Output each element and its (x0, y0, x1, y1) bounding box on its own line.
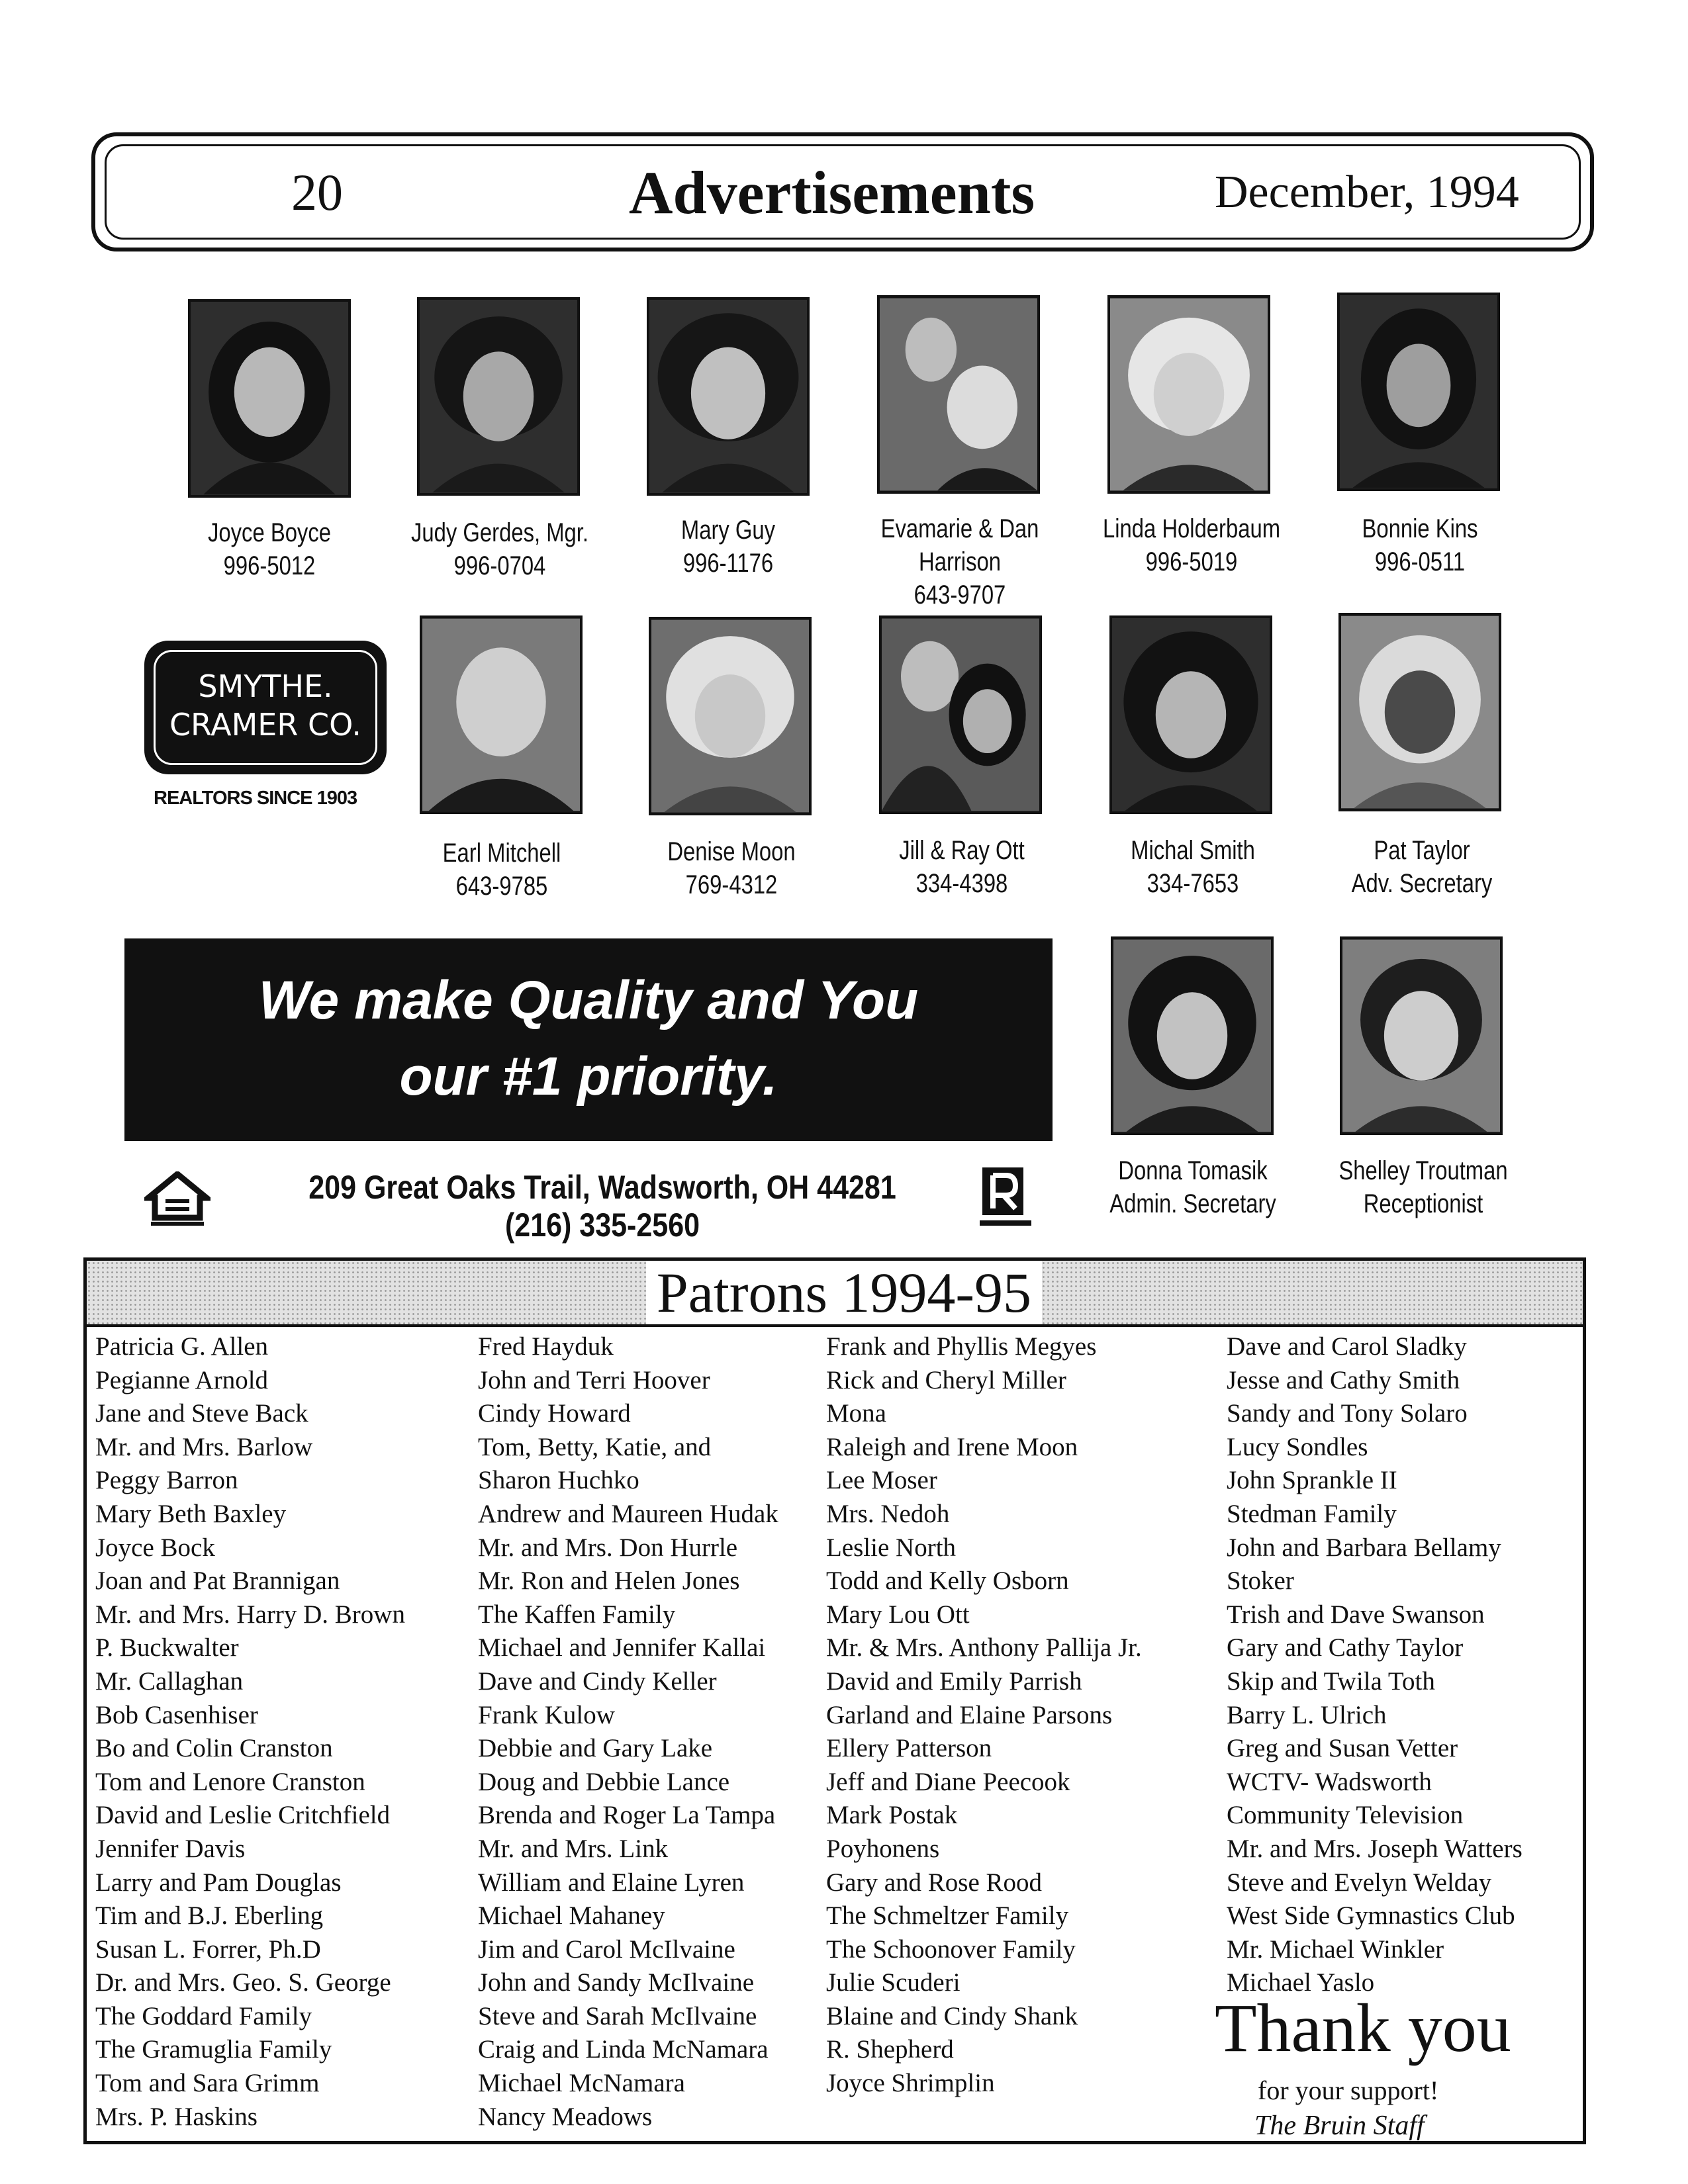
issue-date: December, 1994 (1215, 167, 1519, 218)
patron-name: Mr. Callaghan (95, 1666, 244, 1696)
agent-name: Judy Gerdes, Mgr. (411, 518, 588, 547)
patrons-column-2 (478, 1330, 778, 2134)
patron-name: David and Emily Parrish (826, 1666, 1082, 1696)
agent-caption (1078, 512, 1305, 578)
patron-name: Craig and Linda McNamara (478, 2035, 769, 2064)
patron-name: Leslie North (826, 1533, 957, 1562)
patron-name: Michael McNamara (478, 2069, 685, 2098)
patron-name: Mark Postak (826, 1801, 958, 1830)
patron-name: Dr. and Mrs. Geo. S. George (95, 1968, 391, 1997)
agent-phone: 996-5012 (223, 551, 316, 580)
patron-name: Bo and Colin Cranston (95, 1734, 333, 1763)
thank-you-signature: The Bruin Staff (1254, 2111, 1425, 2141)
patron-name: The Kaffen Family (478, 1600, 676, 1629)
agent-name: Jill & Ray Ott (899, 836, 1025, 865)
agent-photo (877, 295, 1040, 494)
thank-you-heading: Thank you (1215, 1990, 1511, 2066)
page-number: 20 (291, 163, 343, 221)
patron-name: Michael Mahaney (478, 1901, 665, 1931)
patron-name: Dave and Carol Sladky (1227, 1332, 1467, 1361)
patron-name: Stedman Family (1227, 1499, 1397, 1528)
patron-name: Susan L. Forrer, Ph.D (95, 1934, 321, 1964)
patron-name: Brenda and Roger La Tampa (478, 1801, 776, 1830)
slogan-line-1: We make Quality and You (258, 970, 919, 1030)
thank-you-subtext: for your support! (1258, 2075, 1439, 2105)
patrons-title-text: Patrons 1994-95 (646, 1261, 1042, 1324)
patron-name: Patricia G. Allen (95, 1332, 269, 1361)
agent-phone: 996-0704 (453, 551, 546, 580)
company-address: 209 Great Oaks Trail, Wadsworth, OH 44281 (308, 1169, 896, 1206)
agent-caption (1306, 512, 1534, 578)
patron-name: Jeff and Diane Peecook (826, 1767, 1070, 1796)
patron-name: Joan and Pat Brannigan (95, 1567, 340, 1596)
patrons-column-3 (826, 1330, 1142, 2101)
agent-name: Evamarie & Dan Harrison (880, 514, 1039, 576)
patron-name: Ellery Patterson (826, 1734, 992, 1763)
agent-photo (1340, 936, 1503, 1135)
patron-name: Dave and Cindy Keller (478, 1666, 717, 1696)
patron-name: Blaine and Cindy Shank (826, 2001, 1078, 2030)
agent-caption (618, 835, 845, 901)
agent-name: Shelley Troutman (1338, 1156, 1508, 1185)
patron-name: Mona (826, 1399, 886, 1428)
agent-caption (156, 516, 383, 582)
section-title: Advertisements (629, 159, 1035, 226)
patron-name: Tom and Sara Grimm (95, 2069, 320, 2098)
agent-name: Earl Mitchell (442, 839, 561, 868)
agent-phone: 769-4312 (685, 870, 778, 899)
patron-name: Jennifer Davis (95, 1834, 246, 1863)
patron-name: Michael and Jennifer Kallai (478, 1633, 766, 1662)
agent-phone: Receptionist (1363, 1189, 1483, 1218)
agent-caption (1079, 834, 1307, 900)
realtor-r-icon (980, 1165, 1033, 1231)
agent-caption (386, 516, 614, 582)
logo-tagline: REALTORS SINCE 1903 (154, 788, 357, 809)
agent-phone: 643-9707 (914, 580, 1006, 610)
patron-name: Mr. and Mrs. Harry D. Brown (95, 1600, 405, 1629)
patrons-title (0, 1256, 1688, 1329)
slogan-line-2: our #1 priority. (399, 1046, 778, 1107)
patrons-column-4 (1227, 1330, 1523, 2000)
patron-name: Jane and Steve Back (95, 1399, 308, 1428)
agent-name: Mary Guy (680, 516, 776, 545)
patron-name: Raleigh and Irene Moon (826, 1432, 1078, 1461)
patron-name: Mrs. Nedoh (826, 1499, 950, 1528)
patron-name: Trish and Dave Swanson (1227, 1600, 1485, 1629)
patron-name: R. Shepherd (826, 2035, 954, 2064)
agent-photo (1338, 613, 1501, 811)
agent-photo (1337, 293, 1500, 491)
patron-name: Frank Kulow (478, 1700, 615, 1729)
patron-name: John Sprankle II (1227, 1466, 1397, 1495)
patron-name: Jim and Carol McIlvaine (478, 1934, 735, 1964)
agent-caption (388, 837, 616, 903)
patron-name: Barry L. Ulrich (1227, 1700, 1387, 1729)
slogan-banner (124, 938, 1053, 1141)
patron-name: Rick and Cheryl Miller (826, 1365, 1066, 1394)
agent-phone: Admin. Secretary (1109, 1189, 1276, 1218)
patron-name: John and Terri Hoover (478, 1365, 710, 1394)
agent-name: Michal Smith (1131, 836, 1255, 865)
patron-name: Mr. and Mrs. Joseph Watters (1227, 1834, 1523, 1863)
patrons-column-1 (95, 1330, 405, 2134)
patron-name: Andrew and Maureen Hudak (478, 1499, 778, 1528)
patron-name: Mr. and Mrs. Don Hurrle (478, 1533, 738, 1562)
patron-name: Mr. & Mrs. Anthony Pallija Jr. (826, 1633, 1142, 1662)
agent-name: Denise Moon (667, 837, 796, 866)
patron-name: Frank and Phyllis Megyes (826, 1332, 1097, 1361)
patron-name: Fred Hayduk (478, 1332, 614, 1361)
patron-name: Julie Scuderi (826, 1968, 961, 1997)
agent-phone: 996-5019 (1145, 547, 1238, 576)
agent-photo (647, 297, 810, 496)
agent-caption (1308, 834, 1536, 900)
patron-name: The Goddard Family (95, 2001, 312, 2030)
agent-photo (1107, 295, 1270, 494)
patron-name: Nancy Meadows (478, 2102, 653, 2131)
patron-name: Joyce Shrimplin (826, 2069, 995, 2098)
agent-caption (614, 514, 842, 580)
agent-caption (1309, 1154, 1537, 1220)
patron-name: Gary and Cathy Taylor (1227, 1633, 1464, 1662)
agent-name: Bonnie Kins (1362, 514, 1478, 543)
agent-name: Donna Tomasik (1118, 1156, 1268, 1185)
company-phone: (216) 335-2560 (504, 1206, 700, 1244)
patron-name: West Side Gymnastics Club (1227, 1901, 1515, 1931)
agent-photo (879, 615, 1042, 814)
patron-name: Lee Moser (826, 1466, 937, 1495)
agent-phone: 334-4398 (915, 869, 1008, 898)
agent-phone: 643-9785 (455, 872, 548, 901)
patron-name: Poyhonens (826, 1834, 940, 1863)
patron-name: Community Television (1227, 1801, 1464, 1830)
agent-phone: 996-1176 (682, 549, 774, 578)
patron-name: Bob Casenhiser (95, 1700, 258, 1729)
patron-name: The Gramuglia Family (95, 2035, 332, 2064)
patron-name: Debbie and Gary Lake (478, 1734, 713, 1763)
agent-caption (846, 512, 1074, 612)
patron-name: Gary and Rose Rood (826, 1868, 1043, 1897)
patron-name: Mary Lou Ott (826, 1600, 970, 1629)
patron-name: Sandy and Tony Solaro (1227, 1399, 1468, 1428)
agent-name: Linda Holderbaum (1102, 514, 1281, 543)
agent-photo (417, 297, 580, 496)
patron-name: The Schmeltzer Family (826, 1901, 1069, 1931)
patron-name: Mr. and Mrs. Barlow (95, 1432, 313, 1461)
patron-name: Tom and Lenore Cranston (95, 1767, 365, 1796)
patron-name: Cindy Howard (478, 1399, 631, 1428)
agent-phone: 996-0511 (1374, 547, 1466, 576)
agent-name: Joyce Boyce (208, 518, 331, 547)
agent-photo (420, 615, 583, 814)
patron-name: David and Leslie Critchfield (95, 1801, 391, 1830)
patron-name: Sharon Huchko (478, 1466, 639, 1495)
patron-name: Greg and Susan Vetter (1227, 1734, 1458, 1763)
patron-name: Lucy Sondles (1227, 1432, 1368, 1461)
patron-name: Tom, Betty, Katie, and (478, 1432, 712, 1461)
patron-name: Mr. Ron and Helen Jones (478, 1567, 740, 1596)
patron-name: Mr. Michael Winkler (1227, 1934, 1444, 1964)
patron-name: Larry and Pam Douglas (95, 1868, 342, 1897)
patron-name: Pegianne Arnold (95, 1365, 269, 1394)
agent-photo (188, 299, 351, 498)
equal-housing-opportunity-icon (144, 1171, 211, 1228)
patron-name: Joyce Bock (95, 1533, 215, 1562)
patron-name: John and Barbara Bellamy (1227, 1533, 1501, 1562)
logo-line-1: SMYTHE. (198, 668, 333, 704)
patron-name: P. Buckwalter (95, 1633, 239, 1662)
patron-name: John and Sandy McIlvaine (478, 1968, 755, 1997)
agent-photo (1109, 615, 1272, 814)
patron-name: Jesse and Cathy Smith (1227, 1365, 1460, 1394)
logo-line-2: CRAMER CO. (169, 707, 362, 743)
patron-name: The Schoonover Family (826, 1934, 1076, 1964)
patron-name: Tim and B.J. Eberling (95, 1901, 324, 1931)
patron-name: Mary Beth Baxley (95, 1499, 287, 1528)
patron-name: William and Elaine Lyren (478, 1868, 745, 1897)
patron-name: Garland and Elaine Parsons (826, 1700, 1113, 1729)
agent-photo (1111, 936, 1274, 1135)
agent-caption (1079, 1154, 1307, 1220)
patron-name: Mrs. P. Haskins (95, 2102, 258, 2131)
patron-name: Steve and Evelyn Welday (1227, 1868, 1492, 1897)
agent-caption (848, 834, 1076, 900)
patron-name: Peggy Barron (95, 1466, 238, 1495)
patron-name: Skip and Twila Toth (1227, 1666, 1435, 1696)
agent-phone: Adv. Secretary (1351, 869, 1493, 898)
agent-phone: 334-7653 (1147, 869, 1239, 898)
patron-name: Doug and Debbie Lance (478, 1767, 730, 1796)
agent-name: Pat Taylor (1374, 836, 1470, 865)
patron-name: Steve and Sarah McIlvaine (478, 2001, 757, 2030)
patron-name: Todd and Kelly Osborn (826, 1567, 1069, 1596)
patron-name: Stoker (1227, 1567, 1294, 1596)
agent-photo (649, 617, 812, 815)
patron-name: WCTV- Wadsworth (1227, 1767, 1432, 1796)
patron-name: Mr. and Mrs. Link (478, 1834, 669, 1863)
patron-name: Michael Yaslo (1227, 1968, 1375, 1997)
